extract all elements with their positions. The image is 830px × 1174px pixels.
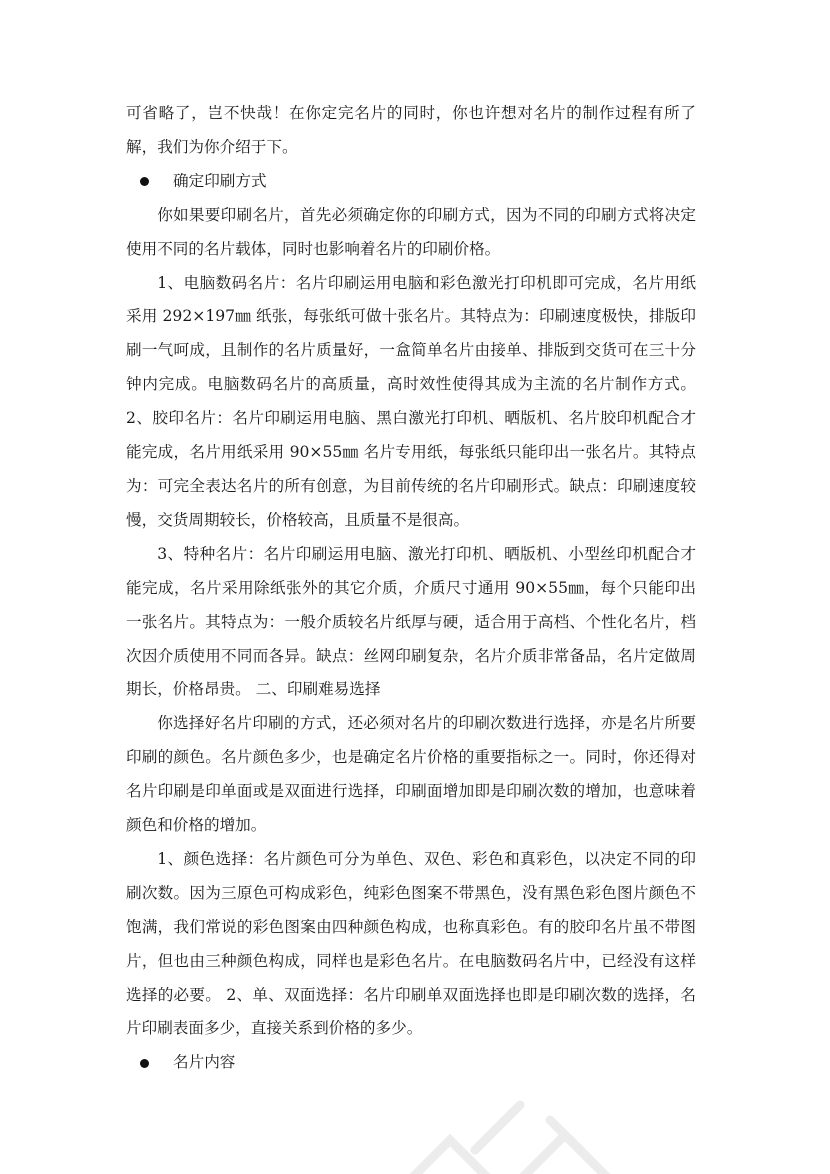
paragraph-digital-and-offset: 1、电脑数码名片：名片印刷运用电脑和彩色激光打印机即可完成，名片用纸采用 292×197㎜ 纸张，每张纸可做十张名片。其特点为：印刷速度极快，排版印刷一气呵成，且制作的名片质量好，一盒简单名片由接单、排版到交货可在三十分钟内完成。电脑数码名片的高质量，高时效性使得其成为主流的名片制作方式。 2、胶印名片：名片印刷运用电脑、黑白激光打印机、晒版机、名片胶印机配合才能完成，名片用纸采用 90×55㎜ 名片专用纸，每张纸只能印出一张名片。其特点为：可完全表达名片的所有创意，为目前传统的名片印刷形式。缺点：印刷速度较慢，交货周期较长，价格较高，且质量不是很高。 [126, 273, 696, 529]
paragraph-print-count-intro: 你选择好名片印刷的方式，还必须对名片的印刷次数进行选择，亦是名片所要印刷的颜色。名片颜色多少，也是确定名片价格的重要指标之一。同时，你还得对名片印刷是印单面或是双面进行选择，印刷面增加即是印刷次数的增加，也意味着颜色和价格的增加。 [126, 714, 696, 835]
bullet-printing-method-label: 确定印刷方式 [173, 171, 267, 190]
paragraph-special-cards: 3、特种名片：名片印刷运用电脑、激光打印机、晒版机、小型丝印机配合才能完成，名片采用除纸张外的其它介质，介质尺寸通用 90×55㎜，每个只能印出一张名片。其特点为：一般介质较名片纸厚与硬，适合用于高档、个性化名片，档次因介质使用不同而各异。缺点：丝网印刷复杂，名片介质非常备品，名片定做周期长，价格昂贵。 二、印刷难易选择 [126, 544, 696, 699]
watermark-icon [380, 1080, 640, 1174]
paragraph-printing-method-intro: 你如果要印刷名片，首先必须确定你的印刷方式，因为不同的印刷方式将决定使用不同的名片载体，同时也影响着名片的印刷价格。 [126, 205, 696, 258]
bullet-dot-icon [140, 177, 149, 186]
bullet-card-content-label: 名片内容 [173, 1053, 236, 1072]
bullet-dot-icon [140, 1059, 149, 1068]
document-body [126, 97, 696, 1080]
paragraph-color-selection: 1、颜色选择：名片颜色可分为单色、双色、彩色和真彩色，以决定不同的印刷次数。因为三原色可构成彩色，纯彩色图案不带黑色，没有黑色彩色图片颜色不饱满，我们常说的彩色图案由四种颜色构成，也称真彩色。有的胶印名片虽不带图片，但也由三种颜色构成，同样也是彩色名片。在电脑数码名片中，已经没有这样选择的必要。 2、单、双面选择：名片印刷单双面选择也即是印刷次数的选择，名片印刷表面多少，直接关系到价格的多少。 [126, 849, 696, 1038]
paragraph-intro-continued: 可省略了，岂不快哉！在你定完名片的同时，你也许想对名片的制作过程有所了解，我们为你介绍于下。 [126, 104, 696, 156]
bullet-printing-method [126, 165, 696, 199]
bullet-card-content [126, 1046, 696, 1080]
